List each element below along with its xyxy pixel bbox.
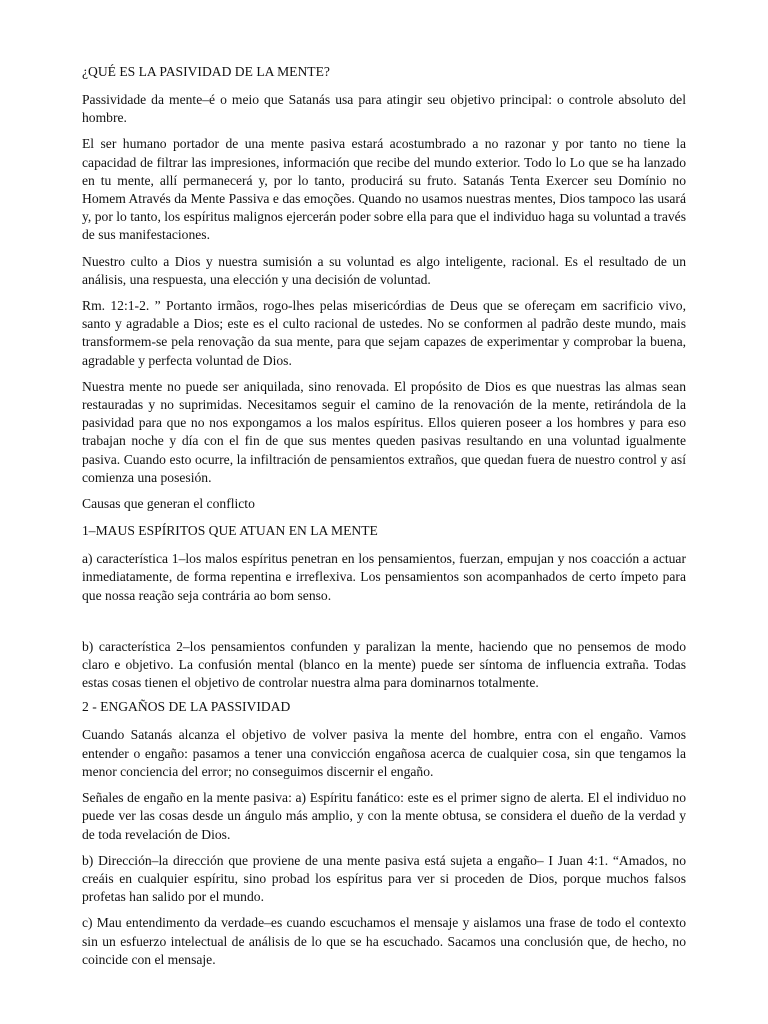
section-2-paragraph-2: Señales de engaño en la mente pasiva: a) Espíritu fanático: este es el primer signo de alerta. El el individuo no puede ver las cosas desde un ángulo más amplio, y con la mente obtusa, se considera el dueño de la verdad y de toda revelación de Dios. <box>82 790 686 842</box>
paragraph-passive-mind: El ser humano portador de una mente pasiva estará acostumbrado a no razonar y por tanto no tiene la capacidad de filtrar las impresiones, información que recibe del mundo exterior. Todo lo Lo que se ha lanzado en tu mente, allí permanecerá y, por lo tanto, producirá su fruto. Satanás Tenta Exercer seu Domínio no Homem Através da Mente Passiva e das emoções. Quando no usamos nuestras mentes, Dios tampoco las usará y, por lo tanto, los espíritus malignos ejercerán poder sobre ella para que el individuo haga su voluntad a través de sus manifestaciones. <box>82 136 686 243</box>
paragraph-romans: Rm. 12:1-2. ” Portanto irmãos, rogo-lhes pelas misericórdias de Deus que se ofereçam em sacrificio vivo, santo y agradable a Dios; este es el culto racional de ustedes. No se conformen al padrão deste mundo, mais transformem-se pela renovação da sua mente, para que sejam capazes de experimentar y comprobar la buena, agradable y perfecta voluntad de Dios. <box>82 298 686 368</box>
section-2-paragraph-1: Cuando Satanás alcanza el objetivo de volver pasiva la mente del hombre, entra con el engaño. Vamos entender o engaño: pasamos a tener una convicción engañosa acerca de cualquier cosa, sin que tengamos la menor conciencia del error; no conseguimos discernir el engaño. <box>82 727 686 779</box>
section-2-paragraph-4: c) Mau entendimento da verdade–es cuando escuchamos el mensaje y aislamos una frase de todo el contexto sin un esfuerzo intelectual de análisis de lo que se ha escuchado. Sacamos una conclusión que, de hecho, no coincide con el mensaje. <box>82 915 686 967</box>
section-1-item-a: a) característica 1–los malos espíritus penetran en los pensamientos, fuerzan, empujan y nos coacción a actuar inmediatamente, de forma repentina e irreflexiva. Los pensamientos son acompanhados de certo ímpeto para que nossa reação seja contrária ao bom senso. <box>82 551 686 603</box>
section-1-item-b: b) característica 2–los pensamientos confunden y paralizan la mente, haciendo que no pensemos de modo claro e objetivo. La confusión mental (blanco en la mente) puede ser síntoma de influencia extraña. Todas estas cosas tienen el objetivo de controlar nuestra alma para dominarnos totalmente. <box>82 638 686 691</box>
section-2-heading: 2 - ENGAÑOS DE LA PASSIVIDAD <box>82 699 291 715</box>
paragraph-passivity-definition: Passividade da mente–é o meio que Satanás usa para atingir seu objetivo principal: o controle absoluto del hombre. <box>82 92 686 126</box>
paragraph-worship: Nuestro culto a Dios y nuestra sumisión a su voluntad es algo inteligente, racional. Es el resultado de un análisis, una respuesta, una elección y una decisión de voluntad. <box>82 253 686 287</box>
paragraph-renewal: Nuestra mente no puede ser aniquilada, sino renovada. El propósito de Dios es que nuestras las almas sean restauradas y no suprimidas. Necesitamos seguir el camino de la renovación de la mente, retirándola de la pasividad para que no nos expongamos a los malos espíritus. Ellos quieren poseer a los hombres y para eso trabajan noche y día con el fin de que sus mentes queden pasivas resultando en una voluntad igualmente pasiva. Cuando esto ocurre, la infiltración de pensamientos extraños, que quedan fuera de nuestro control y así comienza una posesión. <box>82 378 686 485</box>
section-2-paragraph-3: b) Dirección–la dirección que proviene de una mente pasiva está sujeta a engaño– I Juan 4:1. “Amados, no creáis en cualquier espíritu, sino probad los espíritus para ver si proceden de Dios, porque muchos falsos profetas han salido por el mundo. <box>82 852 686 905</box>
section-1-heading: 1–MAUS ESPÍRITOS QUE ATUAN EN LA MENTE <box>82 523 378 539</box>
paragraph-causes: Causas que generan el conflicto <box>82 496 255 512</box>
document-title: ¿QUÉ ES LA PASIVIDAD DE LA MENTE? <box>82 64 330 79</box>
